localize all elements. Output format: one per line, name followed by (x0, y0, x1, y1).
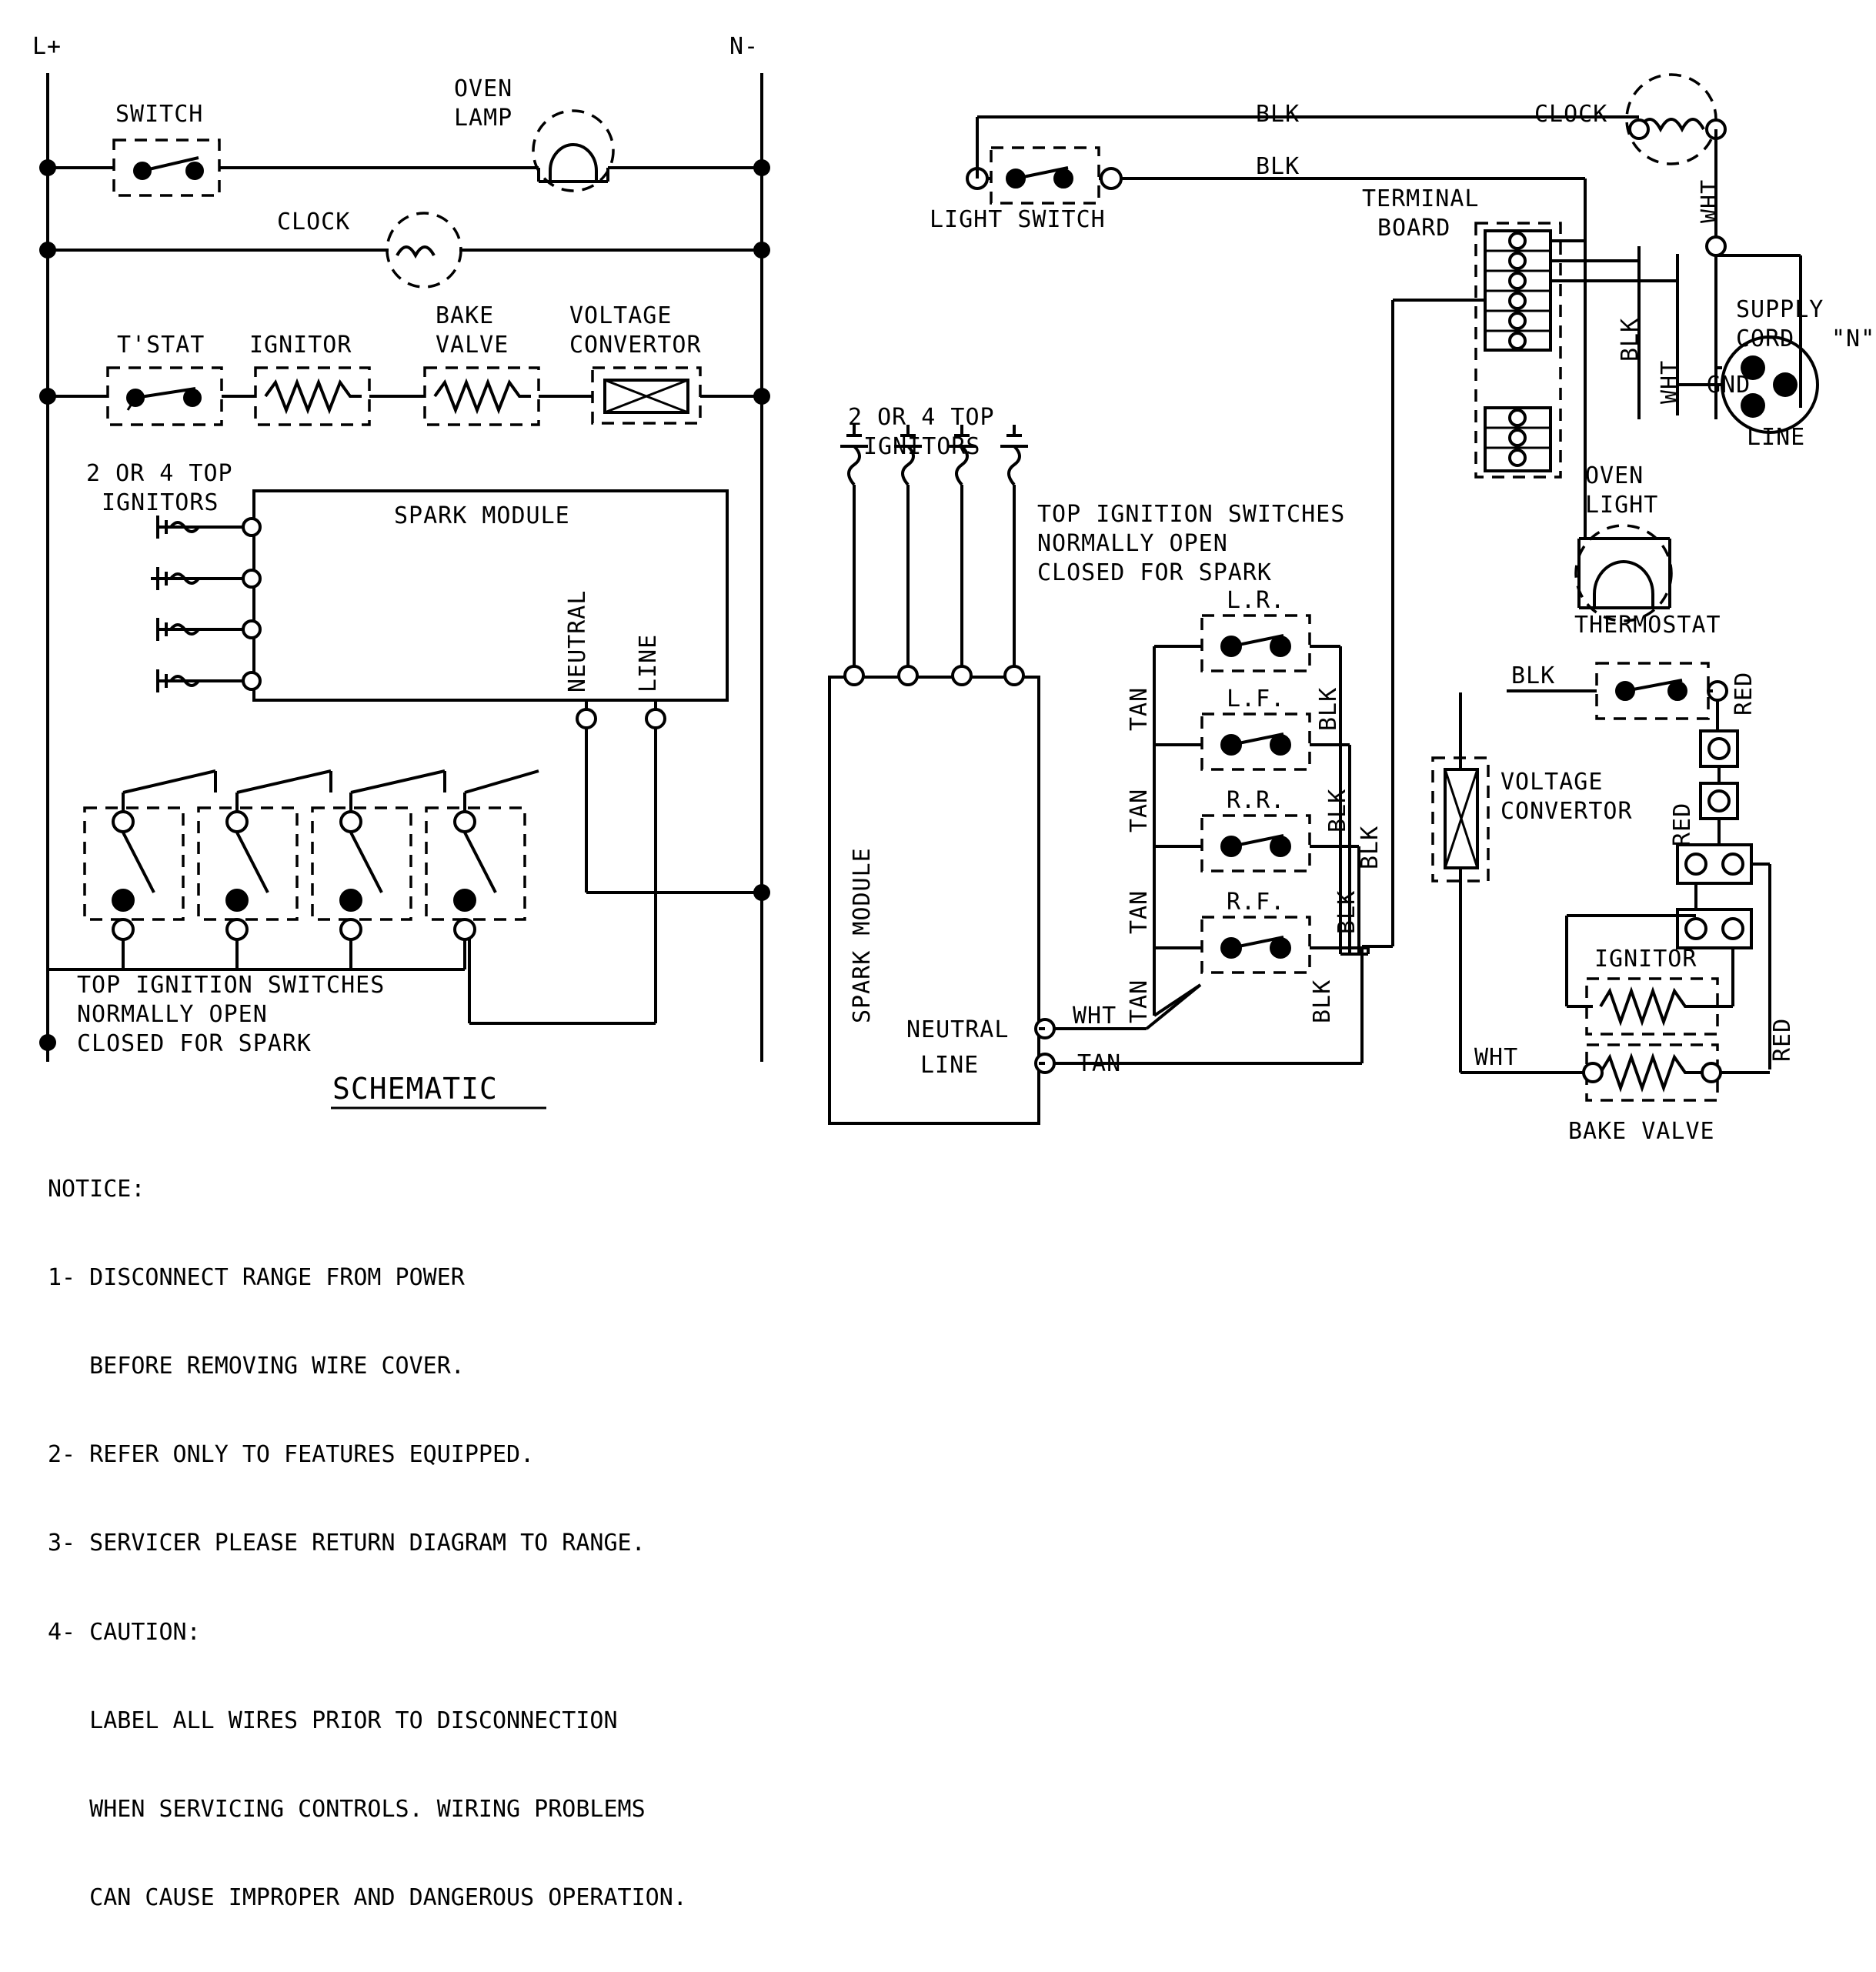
burner-blk-1: BLK (1324, 788, 1351, 833)
burner-name-1: L.F. (1227, 686, 1286, 712)
schematic-switch-note-2: NORMALLY OPEN (77, 1001, 268, 1028)
oven-light-label-1: OVEN (1585, 462, 1644, 489)
voltage-convertor-pictorial-label-1: VOLTAGE (1500, 769, 1604, 796)
tan-module-label: TAN (1077, 1050, 1122, 1077)
wht-terminal-label: WHT (1657, 359, 1684, 404)
spark-module-neutral-label: NEUTRAL (564, 589, 591, 692)
terminal-board-label-1: TERMINAL (1362, 185, 1480, 212)
notice-item-6: WHEN SERVICING CONTROLS. WIRING PROBLEMS (48, 1795, 646, 1823)
pictorial-top-ignitors-label-1: 2 OR 4 TOP (848, 404, 995, 431)
schematic-switch-note-1: TOP IGNITION SWITCHES (77, 972, 386, 999)
tstat-label: T'STAT (117, 332, 205, 359)
notice-heading: NOTICE: (48, 1175, 145, 1203)
red-thermostat-label: RED (1731, 671, 1757, 716)
wht-clock-label: WHT (1697, 179, 1724, 223)
oven-lamp-label-2: LAMP (454, 105, 513, 132)
spark-module-pictorial-label: SPARK MODULE (849, 847, 876, 1023)
schematic-caption: SCHEMATIC (332, 1072, 498, 1106)
blk-top-label: BLK (1256, 101, 1300, 128)
notice-item-7: CAN CAUSE IMPROPER AND DANGEROUS OPERATION. (48, 1884, 687, 1912)
bake-valve-pictorial-label: BAKE VALVE (1568, 1118, 1715, 1145)
burner-name-2: R.R. (1227, 787, 1286, 814)
blk-vertical-label: BLK (1357, 825, 1384, 869)
red-right-label: RED (1769, 1017, 1796, 1062)
notice-item-1: BEFORE REMOVING WIRE COVER. (48, 1353, 465, 1380)
terminal-board-label-2: BOARD (1377, 215, 1451, 242)
pictorial-neutral-label: NEUTRAL (906, 1016, 1010, 1043)
burner-tan-1: TAN (1126, 788, 1153, 833)
supply-cord-label-1: SUPPLY (1736, 296, 1824, 323)
bake-valve-label-1: BAKE (436, 302, 495, 329)
spark-module-line-label: LINE (635, 633, 662, 692)
light-switch-label: LIGHT SWITCH (930, 206, 1106, 233)
pictorial-switch-note-2: NORMALLY OPEN (1037, 530, 1228, 557)
notice-block (48, 1116, 687, 1972)
supply-cord-n-label: "N" (1831, 325, 1876, 352)
pictorial-top-ignitors-label-2: IGNITORS (863, 433, 981, 460)
blk-thermostat-label: BLK (1511, 662, 1556, 689)
oven-light-label-2: LIGHT (1585, 492, 1659, 519)
rail-neutral-label: N- (729, 33, 759, 60)
top-ignitors-label-2: IGNITORS (102, 489, 219, 516)
burner-name-0: L.R. (1227, 587, 1286, 614)
rail-line-label: L+ (32, 33, 62, 60)
notice-item-4: 4- CAUTION: (48, 1618, 201, 1646)
supply-cord-gnd-label: GND (1707, 372, 1751, 399)
voltage-convertor-pictorial-label-2: CONVERTOR (1500, 798, 1633, 825)
wht-module-label: WHT (1073, 1003, 1117, 1029)
burner-tan-0: TAN (1126, 686, 1153, 731)
pictorial-switch-note-1: TOP IGNITION SWITCHES (1037, 501, 1346, 528)
blk-terminal-label: BLK (1617, 317, 1644, 362)
voltage-convertor-label-2: CONVERTOR (569, 332, 702, 359)
switch-label: SWITCH (115, 101, 204, 128)
bake-valve-label-2: VALVE (436, 332, 509, 359)
schematic-switch-note-3: CLOSED FOR SPARK (77, 1030, 312, 1057)
pictorial-line-label: LINE (920, 1052, 980, 1079)
supply-cord-label-2: CORD (1736, 325, 1795, 352)
supply-cord-line-label: LINE (1747, 424, 1806, 451)
spark-module-label: SPARK MODULE (394, 502, 570, 529)
clock-label: CLOCK (277, 209, 351, 235)
oven-lamp-label-1: OVEN (454, 75, 513, 102)
red-mid-label: RED (1669, 802, 1696, 846)
notice-item-0: 1- DISCONNECT RANGE FROM POWER (48, 1263, 465, 1291)
blk-second-label: BLK (1256, 153, 1300, 180)
top-ignitors-label-1: 2 OR 4 TOP (86, 460, 233, 487)
burner-tan-2: TAN (1126, 889, 1153, 934)
notice-item-3: 3- SERVICER PLEASE RETURN DIAGRAM TO RANGE. (48, 1530, 646, 1557)
ignitor-label: IGNITOR (249, 332, 352, 359)
ignitor-pictorial-label: IGNITOR (1594, 946, 1697, 973)
clock-pictorial-label: CLOCK (1534, 101, 1608, 128)
burner-name-3: R.F. (1227, 889, 1286, 916)
voltage-convertor-label-1: VOLTAGE (569, 302, 673, 329)
burner-blk-3: BLK (1309, 979, 1336, 1023)
thermostat-label: THERMOSTAT (1574, 612, 1721, 639)
pictorial-switch-note-3: CLOSED FOR SPARK (1037, 559, 1272, 586)
notice-item-2: 2- REFER ONLY TO FEATURES EQUIPPED. (48, 1441, 535, 1469)
burner-blk-0: BLK (1315, 686, 1342, 731)
wht-bake-label: WHT (1474, 1044, 1519, 1071)
burner-blk-2: BLK (1334, 889, 1360, 934)
burner-tan-3: TAN (1126, 979, 1153, 1023)
notice-item-5: LABEL ALL WIRES PRIOR TO DISCONNECTION (48, 1707, 618, 1734)
